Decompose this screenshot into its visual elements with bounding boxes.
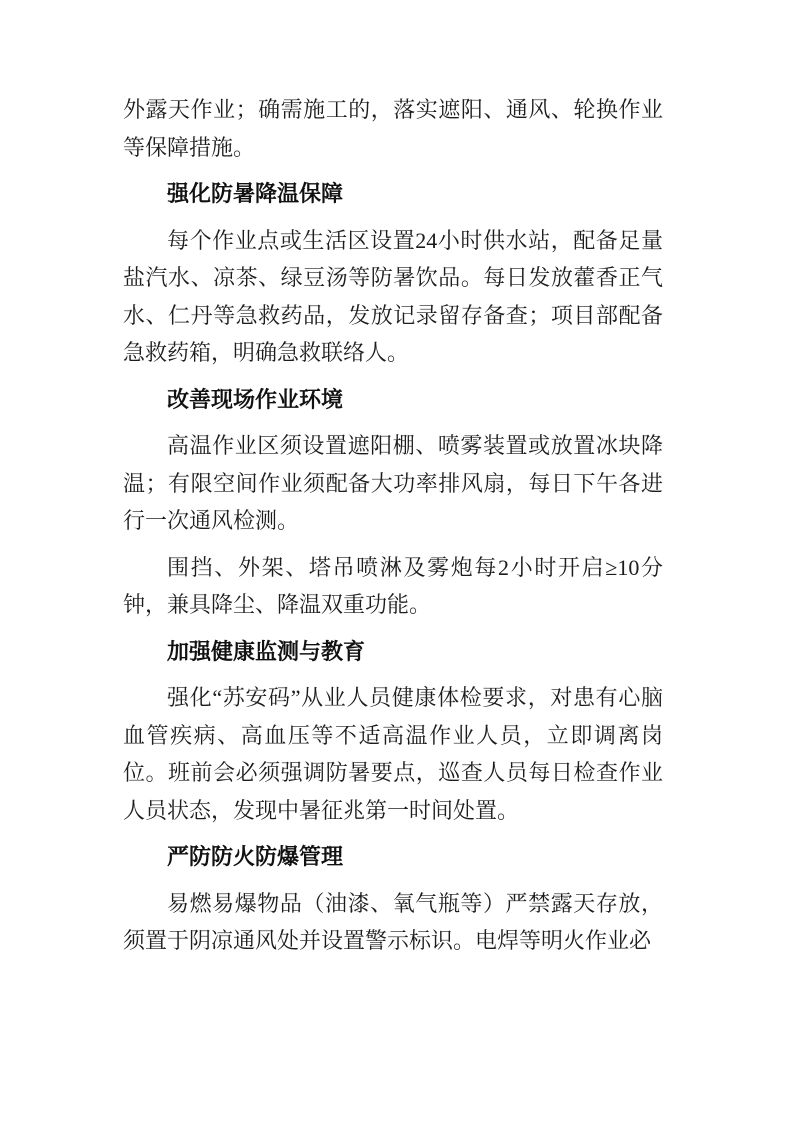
body-paragraph: 围挡、外架、塔吊喷淋及雾炮每2小时开启≥10分钟，兼具降尘、降温双重功能。: [123, 554, 663, 617]
section-heading: 严防防火防爆管理: [167, 844, 344, 869]
body-paragraph: 每个作业点或生活区设置24小时供水站，配备足量盐汽水、凉茶、绿豆汤等防暑饮品。每日发放藿香正气水、仁丹等急救药品，发放记录留存备查；项目部配备急救药箱，明确急救联络人。: [123, 227, 663, 365]
body-paragraph: 强化“苏安码”从业人员健康体检要求，对患有心脑血管疾病、高血压等不适高温作业人员，立即调离岗位。班前会必须强调防暑要点，巡查人员每日检查作业人员状态，发现中暑征兆第一时间处置。: [123, 685, 663, 823]
body-paragraph: 易燃易爆物品（油漆、氧气瓶等）严禁露天存放，须置于阴凉通风处并设置警示标识。电焊等明火作业必: [123, 890, 663, 953]
section-heading: 改善现场作业环境: [167, 386, 344, 412]
body-paragraph: 外露天作业；确需施工的，落实遮阳、通风、轮换作业等保障措施。: [123, 97, 663, 160]
section-heading: 加强健康监测与教育: [167, 638, 366, 664]
body-paragraph: 高温作业区须设置遮阳棚、喷雾装置或放置冰块降温；有限空间作业须配备大功率排风扇，每日下午各进行一次通风检测。: [123, 433, 663, 533]
document-content: [123, 91, 663, 960]
section-heading: 强化防暑降温保障: [167, 181, 344, 206]
